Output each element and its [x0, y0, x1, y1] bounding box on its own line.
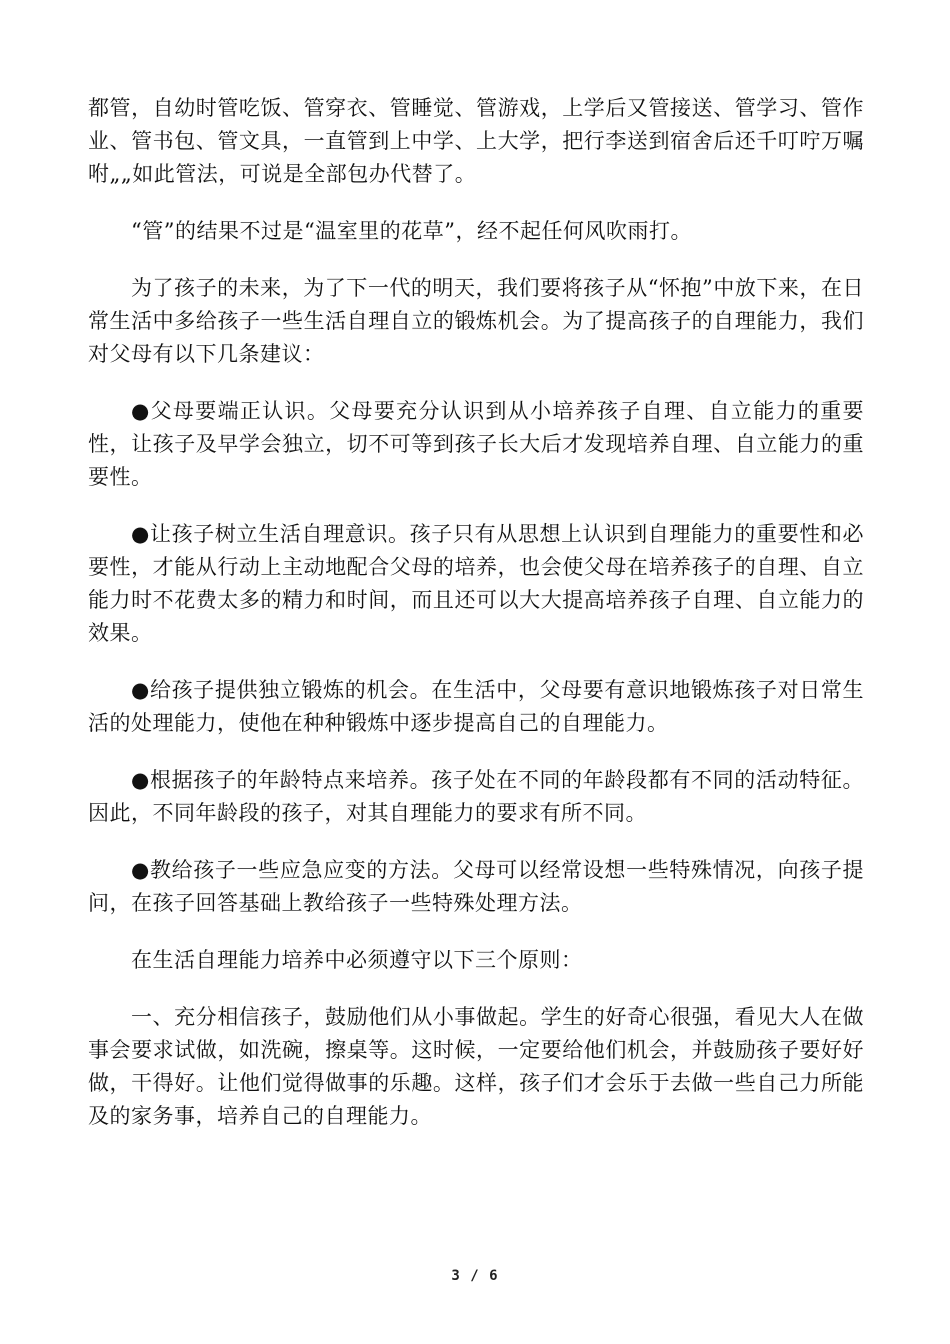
paragraph-bullet-opportunity: ●给孩子提供独立锻炼的机会。在生活中，父母要有意识地锻炼孩子对日常生活的处理能力，使他在种种锻炼中逐步提高自己的自理能力。	[88, 678, 864, 735]
paragraph-greenhouse: “管”的结果不过是“温室里的花草”，经不起任何风吹雨打。	[131, 219, 692, 243]
document-body	[88, 92, 864, 1157]
paragraph-bullet-consciousness: ●让孩子树立生活自理意识。孩子只有从思想上认识到自理能力的重要性和必要性，才能从行动上主动地配合父母的培养，也会使父母在培养孩子的自理、自立能力时不花费太多的精力和时间，而且还可以大大提高培养孩子自理、自立能力的效果。	[88, 522, 864, 645]
paragraph-bullet-awareness: ●父母要端正认识。父母要充分认识到从小培养孩子自理、自立能力的重要性，让孩子及早学会独立，切不可等到孩子长大后才发现培养自理、自立能力的重要性。	[88, 399, 864, 489]
paragraph-bullet-age: ●根据孩子的年龄特点来培养。孩子处在不同的年龄段都有不同的活动特征。因此，不同年龄段的孩子，对其自理能力的要求有所不同。	[88, 768, 864, 825]
paragraph-bullet-emergency: ●教给孩子一些应急应变的方法。父母可以经常设想一些特殊情况，向孩子提问，在孩子回答基础上教给孩子一些特殊处理方法。	[88, 858, 864, 915]
paragraph-principles-intro: 在生活自理能力培养中必须遵守以下三个原则：	[131, 948, 583, 972]
page-number: 3 / 6	[451, 1268, 499, 1284]
paragraph-future: 为了孩子的未来，为了下一代的明天，我们要将孩子从“怀抱”中放下来，在日常生活中多给孩子一些生活自理自立的锻炼机会。为了提高孩子的自理能力，我们对父母有以下几条建议：	[88, 276, 864, 366]
paragraph-principle-one: 一、充分相信孩子，鼓励他们从小事做起。学生的好奇心很强，看见大人在做事会要求试做，如洗碗，擦桌等。这时候，一定要给他们机会，并鼓励孩子要好好做，干得好。让他们觉得做事的乐趣。这样，孩子们才会乐于去做一些自己力所能及的家务事，培养自己的自理能力。	[88, 1005, 864, 1128]
paragraph-continuation: 都管，自幼时管吃饭、管穿衣、管睡觉、管游戏，上学后又管接送、管学习、管作业、管书包、管文具，一直管到上中学、上大学，把行李送到宿舍后还千叮咛万嘱咐„„如此管法，可说是全部包办代替了。	[88, 96, 864, 186]
